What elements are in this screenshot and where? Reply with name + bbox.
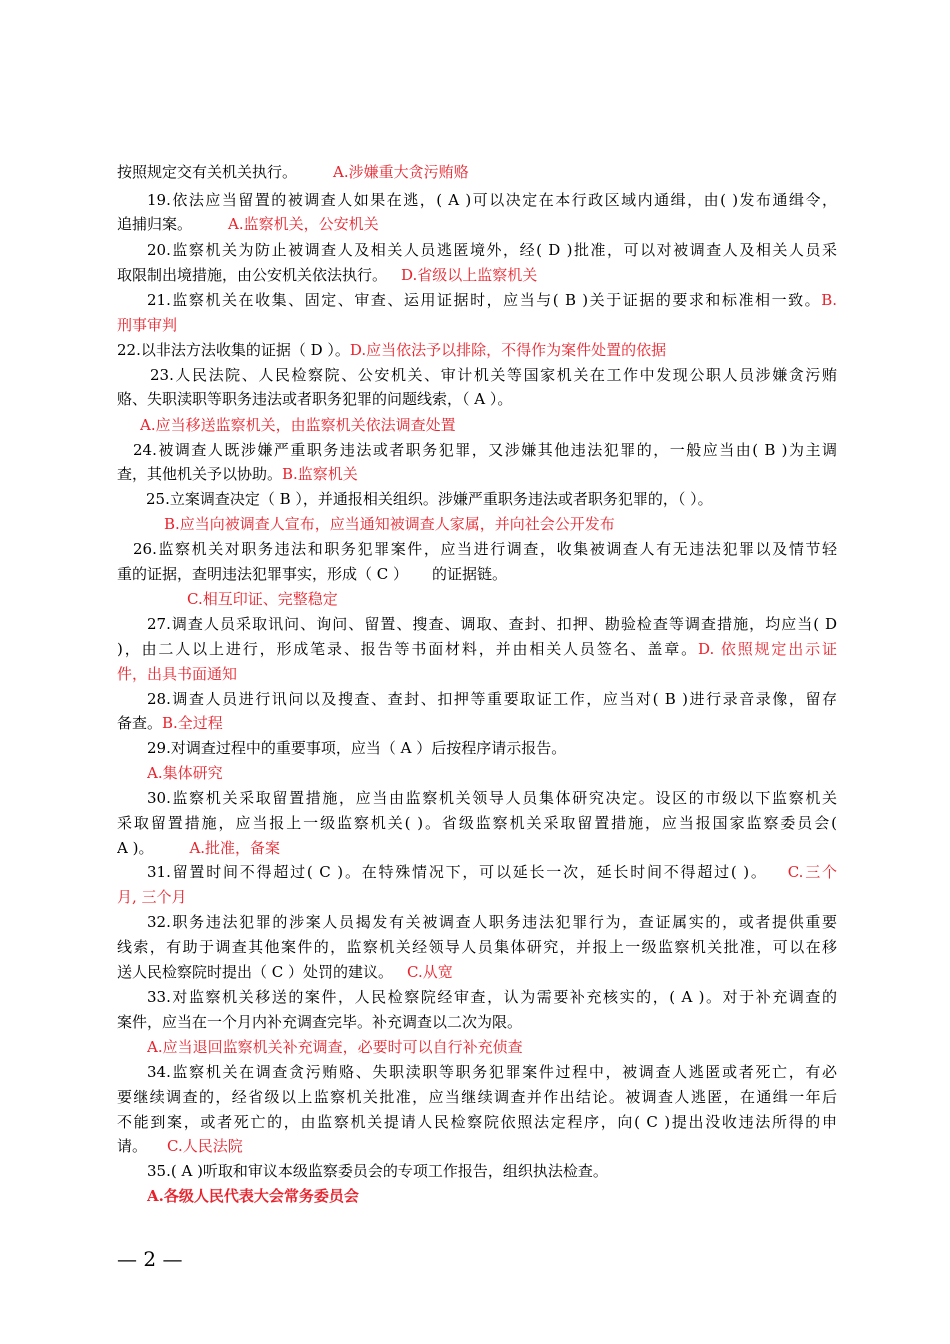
text-line bbox=[117, 884, 837, 910]
text-line bbox=[147, 760, 867, 786]
line-text: 不能到案，或者死亡的，由监察机关提请人民检察院依照法定程序，向( C )提出没收违法所得的申 bbox=[117, 1113, 837, 1131]
text-line bbox=[147, 859, 837, 885]
line-text: 28.调查人员进行讯问以及搜查、查封、扣押等重要取证工作，应当对( B )进行录音录像，留存 bbox=[147, 690, 837, 708]
text-line bbox=[117, 561, 837, 587]
line-text: 22.以非法方法收集的证据（ D ）。 bbox=[117, 341, 350, 359]
text-line bbox=[117, 1109, 837, 1135]
line-text: 26.监察机关对职务违法和职务犯罪案件，应当进行调查，收集被调查人有无违法犯罪以及情节轻 bbox=[133, 540, 837, 558]
line-text: 21.监察机关在收集、固定、审查、运用证据时，应当与( B )关于证据的要求和标准相一致。 bbox=[147, 291, 822, 309]
text-line bbox=[117, 810, 837, 836]
line-text: )，由二人以上进行，形成笔录、报告等书面材料，并由相关人员签名、盖章。 bbox=[117, 640, 698, 658]
line-text: 27.调查人员采取讯问、询问、留置、搜查、调取、查封、扣押、勘验检查等调查措施，均应当( D bbox=[147, 615, 837, 633]
line-text: 追捕归案。 bbox=[117, 215, 193, 233]
text-line bbox=[147, 237, 837, 263]
text-line bbox=[146, 486, 866, 512]
text-line bbox=[147, 611, 837, 637]
answer-text: B.监察机关 bbox=[282, 465, 358, 483]
line-text: 35.( A )听取和审议本级监察委员会的专项工作报告，组织执法检查。 bbox=[147, 1162, 608, 1180]
text-line bbox=[117, 1084, 837, 1110]
answer-text: C.人民法院 bbox=[167, 1137, 243, 1155]
line-text: A )。 bbox=[117, 839, 154, 857]
answer-text: 月, 三个月 bbox=[117, 888, 187, 906]
text-line bbox=[133, 437, 837, 463]
answer-text: B.全过程 bbox=[162, 714, 223, 732]
answer-text: A.应当退回监察机关补充调查，必要时可以自行补充侦查 bbox=[147, 1038, 523, 1056]
text-line bbox=[117, 710, 837, 736]
line-text: 查，其他机关予以协助。 bbox=[117, 465, 283, 483]
answer-text: 件，出具书面通知 bbox=[117, 665, 238, 683]
text-line bbox=[117, 835, 837, 861]
line-text: 送人民检察院时提出（ C ）处罚的建议。 bbox=[117, 963, 394, 981]
line-text: 33.对监察机关移送的案件，人民检察院经审查，认为需要补充核实的，( A )。对于补充调查的 bbox=[147, 988, 837, 1006]
line-text: 要继续调查的，经省级以上监察机关批准，应当继续调查并作出结论。被调查人逃匿，在通缉一年后 bbox=[117, 1088, 837, 1106]
line-text: 31.留置时间不得超过( C )。在特殊情况下，可以延长一次，延长时间不得超过( )。 bbox=[147, 863, 768, 881]
text-line bbox=[147, 1034, 867, 1060]
answer-text: A.批准，备案 bbox=[189, 839, 281, 857]
line-text: 按照规定交有关机关执行。 bbox=[117, 163, 298, 181]
line-text: 30.监察机关采取留置措施，应当由监察机关领导人员集体研究决定。设区的市级以下监察机关 bbox=[147, 789, 837, 807]
answer-text: D.应当依法予以排除，不得作为案件处置的依据 bbox=[349, 341, 667, 359]
text-line bbox=[117, 312, 837, 338]
text-line bbox=[147, 686, 837, 712]
line-text: 案件，应当在一个月内补充调查完毕。补充调查以二次为限。 bbox=[117, 1013, 523, 1031]
text-line bbox=[117, 959, 837, 985]
line-text: 线索，有助于调查其他案件的，监察机关经领导人员集体研究，并报上一级监察机关批准，可以在移 bbox=[117, 938, 837, 956]
answer-text: A.各级人民代表大会常务委员会 bbox=[147, 1187, 359, 1205]
answer-text: A.应当移送监察机关，由监察机关依法调查处置 bbox=[140, 416, 456, 434]
text-line bbox=[117, 337, 837, 363]
answer-text: C.三个 bbox=[787, 863, 837, 881]
text-line bbox=[117, 461, 837, 487]
line-text: 20.监察机关为防止被调查人及相关人员逃匿境外，经( D )批准，可以对被调查人及相关人员采 bbox=[147, 241, 837, 259]
line-text: 重的证据，查明违法犯罪事实，形成（ C ） bbox=[117, 565, 409, 583]
text-line bbox=[164, 511, 884, 537]
text-line bbox=[117, 636, 837, 662]
text-line bbox=[147, 187, 837, 213]
line-text: 19.依法应当留置的被调查人如果在逃，( A )可以决定在本行政区域内通缉，由( )发布通缉令， bbox=[147, 191, 837, 209]
text-line bbox=[147, 909, 837, 935]
answer-text: D.省级以上监察机关 bbox=[401, 266, 538, 284]
answer-text: A.涉嫌重大贪污贿赂 bbox=[333, 163, 469, 181]
line-text: 请。 bbox=[117, 1137, 148, 1155]
answer-text: B. bbox=[821, 291, 837, 309]
text-line bbox=[117, 661, 837, 687]
text-line bbox=[147, 287, 837, 313]
line-text: 采取留置措施，应当报上一级监察机关( )。省级监察机关采取留置措施，应当报国家监察委员会( bbox=[117, 814, 837, 832]
text-line bbox=[187, 586, 907, 612]
text-line bbox=[147, 735, 867, 761]
answer-text: C.相互印证、完整稳定 bbox=[187, 590, 338, 608]
line-text: 23.人民法院、人民检察院、公安机关、审计机关等国家机关在工作中发现公职人员涉嫌贪污贿 bbox=[150, 366, 837, 384]
text-line bbox=[147, 1183, 867, 1209]
text-line bbox=[117, 262, 837, 288]
answer-text: A.监察机关，公安机关 bbox=[228, 215, 379, 233]
text-line bbox=[147, 1059, 837, 1085]
text-line bbox=[150, 362, 837, 388]
line-text: 32.职务违法犯罪的涉案人员揭发有关被调查人职务违法犯罪行为，查证属实的，或者提供重要 bbox=[147, 913, 837, 931]
text-line bbox=[117, 1133, 837, 1159]
answer-text: C.从宽 bbox=[407, 963, 453, 981]
line-text: 29.对调查过程中的重要事项，应当（ A ）后按程序请示报告。 bbox=[147, 739, 567, 757]
line-text: 取限制出境措施，由公安机关依法执行。 bbox=[117, 266, 388, 284]
line-text: 的证据链。 bbox=[432, 565, 508, 583]
answer-text: A.集体研究 bbox=[147, 764, 223, 782]
text-line bbox=[147, 1158, 867, 1184]
line-text: 34.监察机关在调查贪污贿赂、失职渎职等职务犯罪案件过程中，被调查人逃匿或者死亡，有必 bbox=[147, 1063, 837, 1081]
page-number: — 2 — bbox=[117, 1247, 183, 1271]
text-line bbox=[147, 984, 837, 1010]
text-line bbox=[117, 159, 837, 185]
text-line bbox=[117, 211, 837, 237]
line-text: 赂、失职渎职等职务违法或者职务犯罪的问题线索，（ A ）。 bbox=[117, 390, 513, 408]
answer-text: D. 依照规定出示证 bbox=[697, 640, 837, 658]
text-line bbox=[147, 785, 837, 811]
answer-text: B.应当向被调查人宣布，应当通知被调查人家属，并向社会公开发布 bbox=[164, 515, 615, 533]
text-line bbox=[117, 934, 837, 960]
answer-text: 刑事审判 bbox=[117, 316, 178, 334]
text-line bbox=[117, 1009, 837, 1035]
line-text: 24.被调查人既涉嫌严重职务违法或者职务犯罪，又涉嫌其他违法犯罪的，一般应当由( B )为主调 bbox=[133, 441, 837, 459]
text-line bbox=[140, 412, 860, 438]
line-text: 25.立案调查决定（ B ），并通报相关组织。涉嫌严重职务违法或者职务犯罪的，（ ）。 bbox=[146, 490, 713, 508]
text-line bbox=[133, 536, 837, 562]
line-text: 备查。 bbox=[117, 714, 163, 732]
text-line bbox=[117, 386, 837, 412]
